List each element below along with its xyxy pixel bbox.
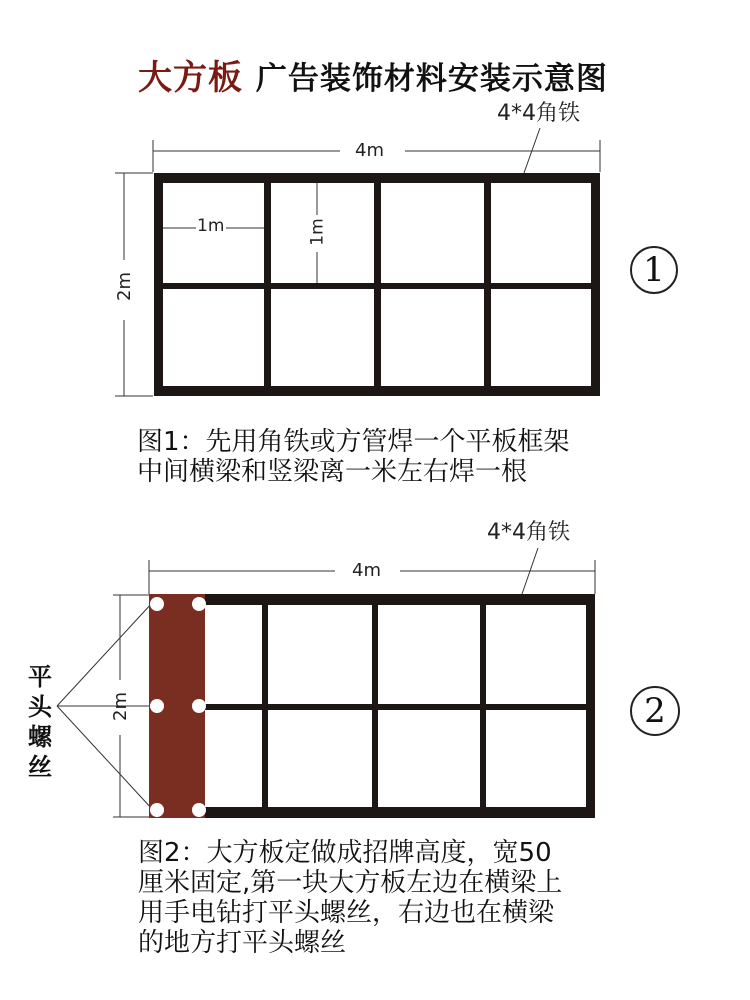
fig2-width-label: 4m [352,560,381,581]
screw-label-char: 头 [28,693,52,721]
figure2-badge: 2 [630,686,680,736]
fig1-height-label: 2m [114,272,135,301]
figure1-frame [154,173,600,396]
figure2-caption [138,838,562,958]
fig1-caption-line: 中间横梁和竖梁离一米左右焊一根 [137,457,528,487]
fig2-caption-line: 的地方打平头螺丝 [138,928,347,958]
figure2-frame [149,594,595,818]
fig1-cell-height-label: 1m [307,218,328,246]
fig1-cell-width-label: 1m [197,216,225,236]
title-rest: 广告装饰材料安装示意图 [255,61,608,97]
fig2-height-label: 2m [110,692,131,721]
fig2-caption-line: 用手电钻打平头螺丝，右边也在横梁 [138,898,555,928]
screw-label-char: 螺 [28,723,52,751]
figure1-caption [137,427,570,487]
figure1-badge: 1 [630,246,678,294]
fig2-caption-line: 厘米固定,第一块大方板左边在横梁上 [138,868,563,898]
fig1-caption-line: 图1：先用角铁或方管焊一个平板框架 [137,427,570,457]
fig1-angle-iron-label: 4*4角铁 [497,101,580,126]
fig2-caption-line: 图2：大方板定做成招牌高度，宽50 [138,838,552,868]
fig2-angle-iron-label: 4*4角铁 [487,520,570,545]
screw-label-char: 平 [28,663,52,691]
screw-label [25,662,55,782]
fig1-width-label: 4m [355,140,384,161]
title-accent: 大方板 [138,58,243,98]
screw-label-char: 丝 [28,753,52,781]
